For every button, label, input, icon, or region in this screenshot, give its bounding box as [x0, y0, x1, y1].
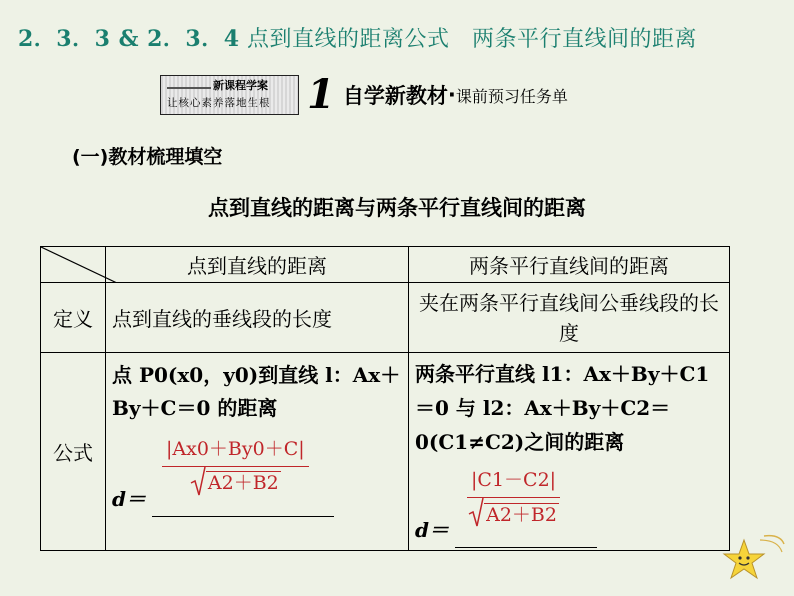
banner-heading: 自学新教材 [342, 84, 448, 108]
table-row-definition [41, 283, 730, 353]
row-label-definition: 定义 [41, 283, 106, 353]
d-label: d＝ [415, 518, 449, 542]
banner-subheading: 课前预习任务单 [455, 86, 568, 106]
blank-line [455, 513, 597, 548]
point-radicand: A2＋B2 [207, 472, 279, 494]
banner-stamp [160, 75, 299, 115]
section-label: (一)教材梳理填空 [72, 146, 223, 168]
section-numbers: 2．3．3 & 2．3．4 [18, 26, 240, 52]
formula-point-expression [112, 433, 402, 517]
table-row-formula [41, 353, 730, 551]
cell-formula-point [106, 353, 409, 551]
diagonal-header-cell [41, 247, 106, 283]
col-header-point: 点到直线的距离 [106, 247, 409, 283]
banner [160, 71, 607, 118]
page-title [18, 22, 697, 53]
d-label: d＝ [112, 487, 146, 511]
table-header-row [41, 247, 730, 283]
blank-line [152, 483, 334, 517]
parallel-radicand: A2＋B2 [486, 504, 557, 526]
parallel-numerator: |C1－C2| [467, 463, 560, 498]
banner-number: 1 [307, 71, 335, 118]
stamp-line2: 让核心素养落地生根 [167, 97, 271, 109]
comparison-table [40, 246, 730, 551]
formula-point-text: 点 P0(x0，y0)到直线 l：Ax＋By＋C＝0 的距离 [112, 363, 401, 420]
point-d-line [112, 483, 334, 517]
title-text: 点到直线的距离公式 两条平行直线间的距离 [247, 27, 698, 52]
cell-def-parallel: 夹在两条平行直线间公垂线段的长度 [409, 283, 730, 353]
smiling-star-icon [722, 532, 786, 588]
table-title: 点到直线的距离与两条平行直线间的距离 [208, 196, 586, 220]
formula-parallel-text: 两条平行直线 l1：Ax＋By＋C1＝0 与 l2：Ax＋By＋C2＝0(C1≠C2)之间的距离 [415, 362, 710, 454]
parallel-d-line [415, 513, 597, 548]
stamp-line1: 新课程学案 [213, 79, 268, 92]
cell-def-point: 点到直线的垂线段的长度 [106, 283, 409, 353]
col-header-parallel: 两条平行直线间的距离 [409, 247, 730, 283]
diagonal-line-icon [41, 247, 117, 283]
banner-dot: · [447, 83, 456, 107]
cell-formula-parallel [409, 353, 730, 551]
row-label-formula: 公式 [41, 353, 106, 551]
formula-parallel-expression [415, 463, 723, 547]
stamp-bar [167, 87, 211, 89]
point-numerator: |Ax0＋By0＋C| [162, 433, 309, 467]
